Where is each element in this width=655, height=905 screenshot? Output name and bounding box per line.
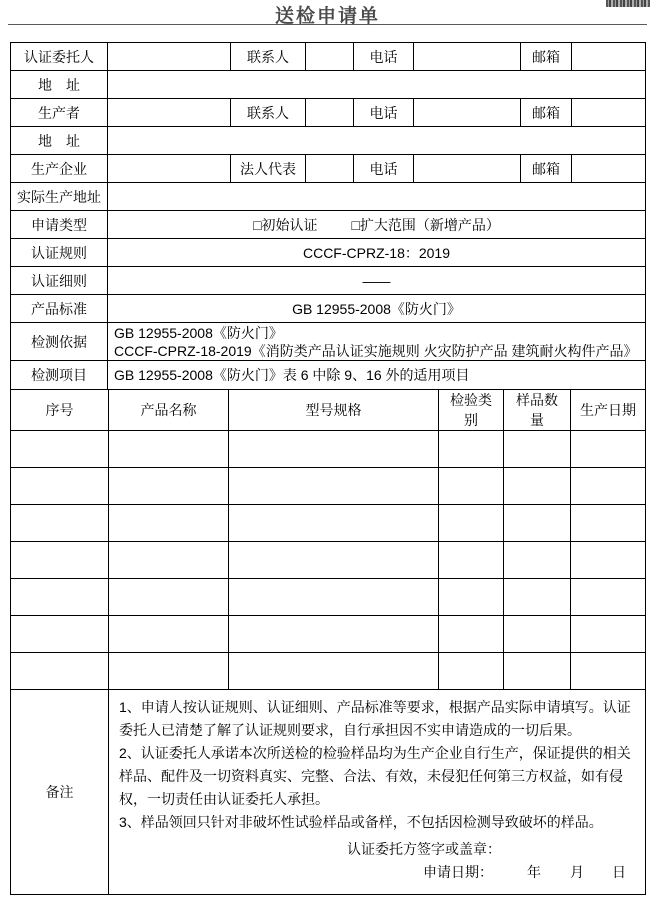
product-cell-input[interactable]: [11, 579, 109, 616]
product-cell-input[interactable]: [229, 542, 439, 579]
producer-email-label: 邮箱: [521, 99, 572, 127]
table-row: [11, 71, 646, 99]
remarks-note-3: 3、样品领回只针对非破坏性试验样品或备样，不包括因检测导致破坏的样品。: [119, 814, 603, 830]
table-row: [11, 99, 646, 127]
page-title: 送检申请单: [274, 6, 380, 27]
product-cell-input[interactable]: [11, 653, 109, 690]
product-cell-input[interactable]: [504, 505, 571, 542]
application-date-label: 申请日期：: [423, 864, 493, 880]
column-header-production-date: 生产日期: [571, 390, 646, 431]
product-cell-input[interactable]: [11, 616, 109, 653]
table-row: [11, 295, 646, 323]
product-cell-input[interactable]: [109, 505, 229, 542]
producer-contact-input[interactable]: [306, 99, 354, 127]
cert-detail-label: 认证细则: [11, 267, 108, 295]
remarks-table: [10, 689, 646, 895]
remarks-content: [109, 690, 646, 895]
product-cell-input[interactable]: [229, 579, 439, 616]
manufacturer-email-label: 邮箱: [521, 155, 572, 183]
producer-address-label: 地 址: [11, 127, 108, 155]
manufacturer-name-input[interactable]: [108, 155, 231, 183]
signature-label: 认证委托方签字或盖章：: [347, 841, 501, 857]
product-cell-input[interactable]: [571, 653, 646, 690]
manufacturer-phone-input[interactable]: [414, 155, 521, 183]
product-row: [11, 505, 646, 542]
product-cell-input[interactable]: [229, 653, 439, 690]
product-cell-input[interactable]: [571, 579, 646, 616]
table-row: [11, 211, 646, 239]
product-cell-input[interactable]: [504, 431, 571, 468]
product-cell-input[interactable]: [439, 505, 504, 542]
actual-production-address-input[interactable]: [108, 183, 646, 211]
applicant-phone-label: 电话: [354, 43, 414, 71]
product-cell-input[interactable]: [229, 505, 439, 542]
product-cell-input[interactable]: [439, 579, 504, 616]
applicant-address-input[interactable]: [108, 71, 646, 99]
manufacturer-email-input[interactable]: [572, 155, 646, 183]
product-cell-input[interactable]: [504, 616, 571, 653]
table-row: [11, 323, 646, 361]
cert-rule-label: 认证规则: [11, 239, 108, 267]
product-cell-input[interactable]: [571, 542, 646, 579]
application-form: [10, 42, 645, 895]
corner-watermark: [606, 0, 650, 7]
applicant-contact-label: 联系人: [231, 43, 306, 71]
applicant-phone-input[interactable]: [414, 43, 521, 71]
remarks-note-1: 1、申请人按认证规则、认证细则、产品标准等要求，根据产品实际申请填写。认证委托人已清楚了解了认证规则要求，自行承担因不实申请造成的一切后果。: [119, 699, 631, 738]
producer-phone-input[interactable]: [414, 99, 521, 127]
product-row: [11, 468, 646, 505]
producer-address-input[interactable]: [108, 127, 646, 155]
applicant-contact-input[interactable]: [306, 43, 354, 71]
product-cell-input[interactable]: [109, 616, 229, 653]
product-cell-input[interactable]: [11, 468, 109, 505]
legal-representative-label: 法人代表: [231, 155, 306, 183]
product-cell-input[interactable]: [109, 579, 229, 616]
test-items-label: 检测项目: [11, 361, 108, 390]
product-standard-label: 产品标准: [11, 295, 108, 323]
product-cell-input[interactable]: [11, 431, 109, 468]
application-date-line: [423, 861, 639, 884]
apply-type-options: [108, 211, 646, 239]
product-cell-input[interactable]: [439, 653, 504, 690]
product-cell-input[interactable]: [109, 653, 229, 690]
column-header-product-name: 产品名称: [109, 390, 229, 431]
test-basis-line-1: GB 12955-2008《防火门》: [114, 324, 283, 341]
product-cell-input[interactable]: [571, 505, 646, 542]
applicant-email-input[interactable]: [572, 43, 646, 71]
test-basis-value: [108, 323, 646, 361]
product-table-header-row: [11, 390, 646, 431]
product-cell-input[interactable]: [504, 542, 571, 579]
party-info-table: [10, 42, 646, 390]
product-cell-input[interactable]: [504, 468, 571, 505]
product-cell-input[interactable]: [504, 653, 571, 690]
table-row: [11, 267, 646, 295]
actual-production-address-label: 实际生产地址: [11, 183, 108, 211]
product-cell-input[interactable]: [571, 431, 646, 468]
column-header-sample-quantity: 样品数量: [504, 390, 571, 431]
producer-contact-label: 联系人: [231, 99, 306, 127]
date-day-label: 日: [612, 864, 626, 880]
product-cell-input[interactable]: [439, 542, 504, 579]
checkbox-initial-certification[interactable]: □初始认证: [253, 216, 318, 233]
product-cell-input[interactable]: [439, 616, 504, 653]
table-row: [11, 361, 646, 390]
product-cell-input[interactable]: [229, 468, 439, 505]
cert-rule-value: CCCF-CPRZ-18：2019: [108, 239, 646, 267]
product-row: [11, 653, 646, 690]
remarks-note-2: 2、认证委托人承诺本次所送检的检验样品均为生产企业自行生产，保证提供的相关样品、配件及一切资料真实、完整、合法、有效，未侵犯任何第三方权益，如有侵权，一切责任由认证委托人承担。: [119, 745, 631, 807]
applicant-name-input[interactable]: [108, 43, 231, 71]
product-cell-input[interactable]: [439, 468, 504, 505]
producer-email-input[interactable]: [572, 99, 646, 127]
column-header-model-spec: 型号规格: [229, 390, 439, 431]
product-cell-input[interactable]: [11, 542, 109, 579]
producer-phone-label: 电话: [354, 99, 414, 127]
product-row: [11, 616, 646, 653]
product-table: [10, 389, 646, 690]
table-row: [11, 155, 646, 183]
legal-representative-input[interactable]: [306, 155, 354, 183]
remarks-label: 备注: [11, 690, 109, 895]
product-row: [11, 579, 646, 616]
table-row: [11, 127, 646, 155]
apply-type-label: 申请类型: [11, 211, 108, 239]
test-basis-line-2: CCCF-CPRZ-18-2019《消防类产品认证实施规则 火灾防护产品 建筑耐火构件产品》: [114, 342, 638, 359]
product-cell-input[interactable]: [439, 431, 504, 468]
product-cell-input[interactable]: [109, 431, 229, 468]
signature-block: [119, 838, 639, 884]
column-header-inspection-type: 检验类别: [439, 390, 504, 431]
applicant-address-label: 地 址: [11, 71, 108, 99]
product-cell-input[interactable]: [229, 431, 439, 468]
test-items-value: GB 12955-2008《防火门》表 6 中除 9、16 外的适用项目: [108, 361, 646, 390]
product-cell-input[interactable]: [229, 616, 439, 653]
column-header-serial-number: 序号: [11, 390, 109, 431]
producer-name-input[interactable]: [108, 99, 231, 127]
manufacturer-label: 生产企业: [11, 155, 108, 183]
applicant-label: 认证委托人: [11, 43, 108, 71]
applicant-email-label: 邮箱: [521, 43, 572, 71]
table-row: [11, 183, 646, 211]
checkbox-expand-scope[interactable]: □扩大范围（新增产品）: [351, 216, 500, 233]
product-cell-input[interactable]: [504, 579, 571, 616]
product-cell-input[interactable]: [109, 468, 229, 505]
cert-detail-value: ——: [108, 267, 646, 295]
manufacturer-phone-label: 电话: [354, 155, 414, 183]
producer-label: 生产者: [11, 99, 108, 127]
table-row: [11, 690, 646, 895]
product-standard-value: GB 12955-2008《防火门》: [108, 295, 646, 323]
date-month-label: 月: [570, 864, 584, 880]
test-basis-label: 检测依据: [11, 323, 108, 361]
product-row: [11, 431, 646, 468]
date-year-label: 年: [527, 864, 541, 880]
product-row: [11, 542, 646, 579]
product-cell-input[interactable]: [11, 505, 109, 542]
product-cell-input[interactable]: [109, 542, 229, 579]
product-cell-input[interactable]: [571, 468, 646, 505]
table-row: [11, 239, 646, 267]
table-row: [11, 43, 646, 71]
product-cell-input[interactable]: [571, 616, 646, 653]
